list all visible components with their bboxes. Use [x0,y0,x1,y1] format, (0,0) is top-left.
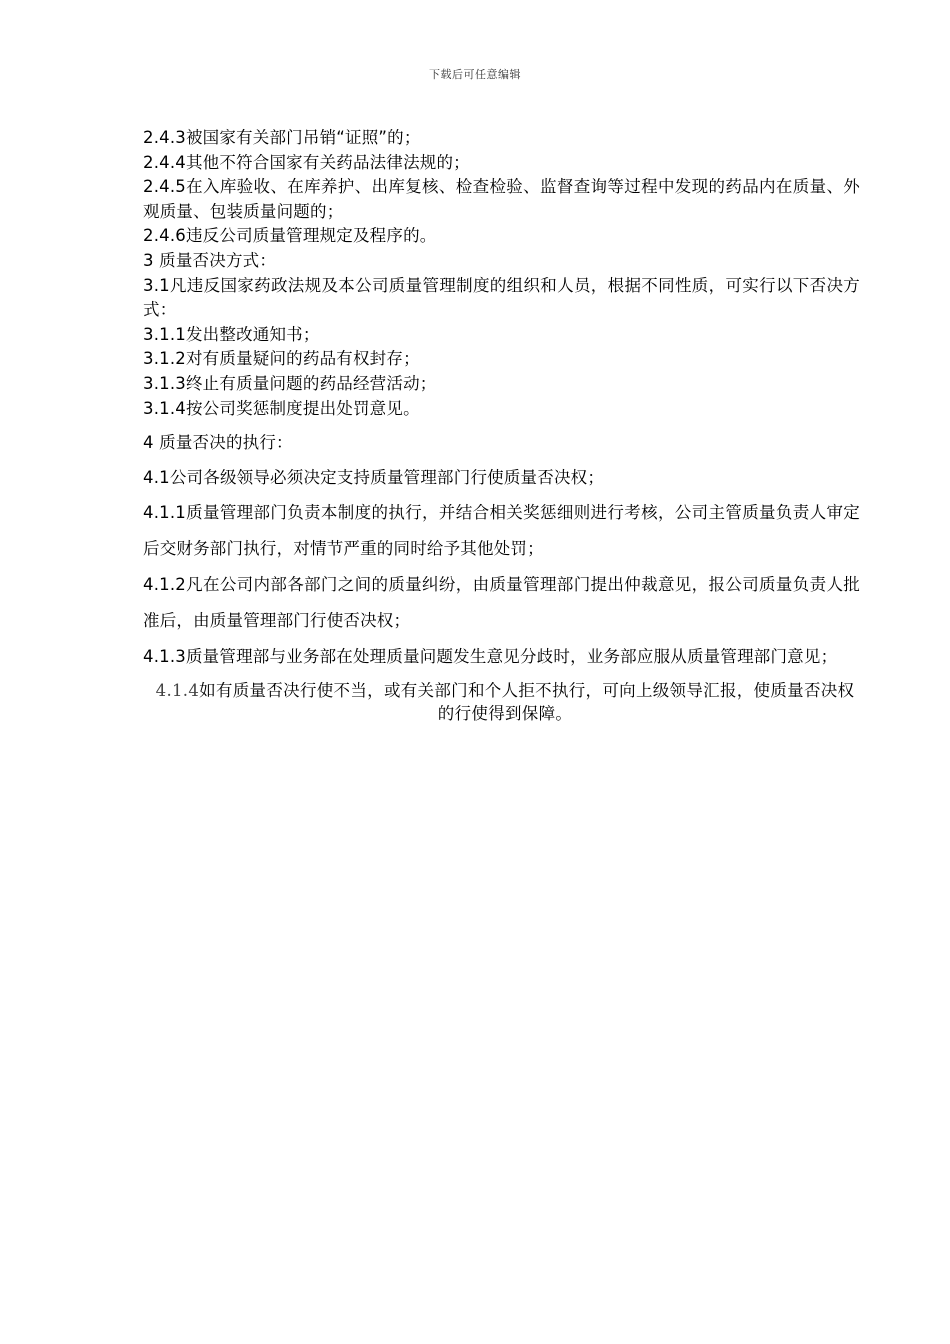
clause-2-4-4: 2.4.4其他不符合国家有关药品法律法规的； [143,152,470,172]
clause-3-1-4: 3.1.4按公司奖惩制度提出处罚意见。 [143,398,420,418]
clause-4-1-1: 4.1.1质量管理部门负责本制度的执行，并结合相关奖惩细则进行考核，公司主管质量负责人审定后交财务部门执行，对情节严重的同时给予其他处罚； [143,503,860,559]
clause-2-4-6: 2.4.6违反公司质量管理规定及程序的。 [143,226,437,246]
document-body [143,126,860,725]
page-header-note: 下载后可任意编辑 [429,68,521,81]
clause-3-1-2: 3.1.2对有质量疑问的药品有权封存； [143,349,420,369]
clause-3-1-3: 3.1.3终止有质量问题的药品经营活动； [143,373,437,393]
clause-3-1-1: 3.1.1发出整改通知书； [143,324,320,344]
clause-2-4-5: 2.4.5在入库验收、在库养护、出库复核、检查检验、监督查询等过程中发现的药品内在质量、外观质量、包装质量问题的； [143,177,860,221]
clause-2-4-3: 2.4.3被国家有关部门吊销“证照”的； [143,128,421,147]
clause-4-1-4-text: 如有质量否决行使不当，或有关部门和个人拒不执行，可向上级领导汇报，使质量否决权的行使得到保障。 [199,681,855,724]
clause-4-1: 4.1公司各级领导必须决定支持质量管理部门行使质量否决权； [143,468,605,488]
section-3-heading: 3 质量否决方式： [143,250,277,270]
section-4-heading: 4 质量否决的执行： [143,433,293,453]
clause-4-1-4 [143,679,861,725]
clause-4-1-3: 4.1.3质量管理部与业务部在处理质量问题发生意见分歧时，业务部应服从质量管理部门意见； [143,647,838,667]
clause-4-1-2: 4.1.2凡在公司内部各部门之间的质量纠纷，由质量管理部门提出仲裁意见，报公司质量负责人批准后，由质量管理部门行使否决权； [143,575,860,631]
clause-4-1-4-number: 4.1.4 [155,681,200,701]
clause-3-1: 3.1凡违反国家药政法规及本公司质量管理制度的组织和人员，根据不同性质，可实行以下否决方式： [143,275,860,320]
